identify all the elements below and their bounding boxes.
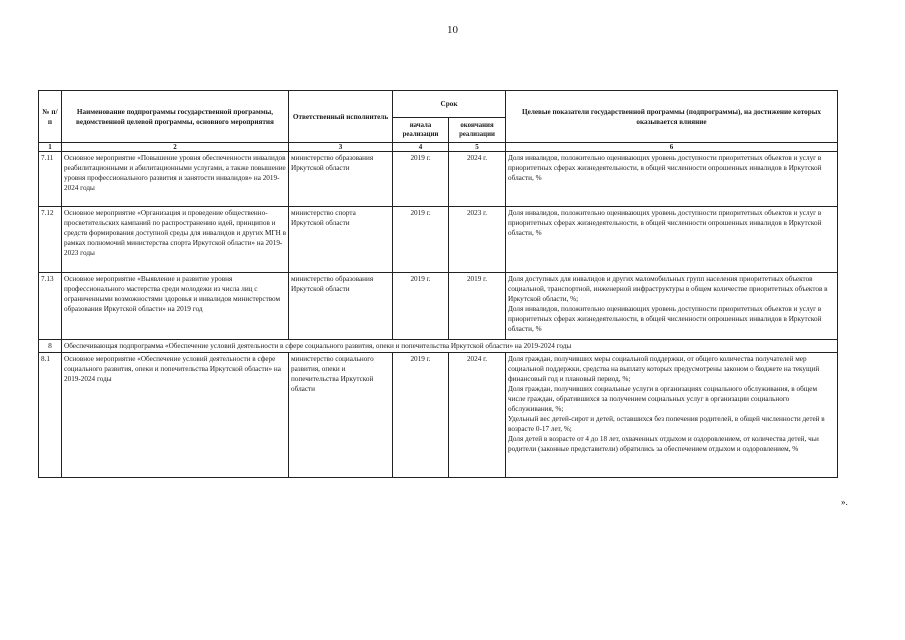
target-indicator: Доля детей в возрасте от 4 до 18 лет, охваченных отдыхом и оздоровлением, от количества детей, чьи родители (законные представители) обратились за обеспечением отдыхом и оздоровлением, % <box>508 435 819 453</box>
program-table <box>38 90 838 478</box>
section-row <box>39 340 838 353</box>
measure-name: Основное мероприятие «Повышение уровня обеспеченности инвалидов реабилитационными и абилитационными услугами, а также повышение уровня профессионального развития и занятости инвалидов» на 2019-2024 годы <box>62 152 289 207</box>
target-indicator: Доля инвалидов, положительно оценивающих уровень доступности приоритетных объектов и услуг в приоритетных сферах жизнедеятельности, в общей численности опрошенных инвалидов в Иркутской области, % <box>508 305 822 333</box>
header-term: Срок <box>393 91 506 118</box>
page-number: 10 <box>447 24 458 36</box>
table-row <box>39 353 838 478</box>
end-year: 2024 г. <box>449 152 506 207</box>
measure-name: Основное мероприятие «Обеспечение условий деятельности в сфере социального развития, опеки и попечительства Иркутской области» на 2019-2024 годы <box>62 353 289 478</box>
start-year: 2019 г. <box>393 353 449 478</box>
measure-name: Основное мероприятие «Организация и проведение общественно-просветительских кампаний по распространению идей, принципов и средств формирования доступной среды для инвалидов и других МГН в рамках полномочий министерства спорта Иркутской области» на 2019-2023 годы <box>62 207 289 273</box>
header-targets: Целевые показатели государственной программы (подпрограммы), на достижение которых оказывается влияние <box>506 91 838 143</box>
target-indicator: Удельный вес детей-сирот и детей, оставшихся без попечения родителей, в общей численности детей в возрасте 0-17 лет, %; <box>508 415 825 433</box>
header-start: начала реализации <box>393 118 449 143</box>
start-year: 2019 г. <box>393 207 449 273</box>
target-indicator: Доля доступных для инвалидов и других маломобильных групп населения приоритетных объектов социальной, транспортной, инженерной инфраструктуры в общем количестве приоритетных объектов в Иркутской области, %; <box>508 275 828 303</box>
section-number: 8 <box>39 340 62 353</box>
header-number: № п/п <box>39 91 62 143</box>
target-indicators <box>506 207 838 273</box>
column-number: 3 <box>289 143 393 152</box>
target-indicator: Доля инвалидов, положительно оценивающих уровень доступности приоритетных объектов и услуг в приоритетных сферах жизнедеятельности, в общей численности опрошенных инвалидов в Иркутской области, % <box>508 209 822 237</box>
column-number: 2 <box>62 143 289 152</box>
target-indicators <box>506 273 838 340</box>
target-indicator: Доля граждан, получивших меры социальной поддержки, от общего количества получателей мер социальной поддержки, средства на выплату которых предусмотрены законом о бюджете на текущий финансовый год и плановый период, %; <box>508 355 820 383</box>
column-number: 6 <box>506 143 838 152</box>
target-indicator: Доля граждан, получивших социальные услуги в организациях социального обслуживания, в общем числе граждан, обратившихся за получением социальных услуг в организации социального обслуживания, %; <box>508 385 817 413</box>
start-year: 2019 г. <box>393 273 449 340</box>
row-number: 8.1 <box>39 353 62 478</box>
end-year: 2019 г. <box>449 273 506 340</box>
section-title: Обеспечивающая подпрограмма «Обеспечение условий деятельности в сфере социального развития, опеки и попечительства Иркутской области» на 2019-2024 годы <box>62 340 838 353</box>
column-number: 4 <box>393 143 449 152</box>
start-year: 2019 г. <box>393 152 449 207</box>
table-row <box>39 152 838 207</box>
row-number: 7.11 <box>39 152 62 207</box>
table-row <box>39 207 838 273</box>
header-end: окончания реализации <box>449 118 506 143</box>
executor: министерство спорта Иркутской области <box>289 207 393 273</box>
row-number: 7.12 <box>39 207 62 273</box>
column-number: 1 <box>39 143 62 152</box>
measure-name: Основное мероприятие «Выявление и развитие уровня профессионального мастерства среди молодежи из числа лиц с ограниченными возможностями здоровья и инвалидов министерством образования Иркутской области» на 2019 год <box>62 273 289 340</box>
table-row <box>39 273 838 340</box>
target-indicators <box>506 353 838 478</box>
executor: министерство образования Иркутской области <box>289 152 393 207</box>
column-number: 5 <box>449 143 506 152</box>
target-indicator: Доля инвалидов, положительно оценивающих уровень доступности приоритетных объектов и услуг в приоритетных сферах жизнедеятельности, в общей численности опрошенных инвалидов в Иркутской области, % <box>508 154 822 182</box>
executor: министерство образования Иркутской области <box>289 273 393 340</box>
header-name: Наименование подпрограммы государственной программы, ведомственной целевой программы, основного мероприятия <box>62 91 289 143</box>
column-number-row <box>39 143 838 152</box>
row-number: 7.13 <box>39 273 62 340</box>
closing-quote-mark: ». <box>841 497 848 507</box>
executor: министерство социального развития, опеки и попечительства Иркутской области <box>289 353 393 478</box>
end-year: 2024 г. <box>449 353 506 478</box>
header-executor: Ответственный исполнитель <box>289 91 393 143</box>
target-indicators <box>506 152 838 207</box>
end-year: 2023 г. <box>449 207 506 273</box>
